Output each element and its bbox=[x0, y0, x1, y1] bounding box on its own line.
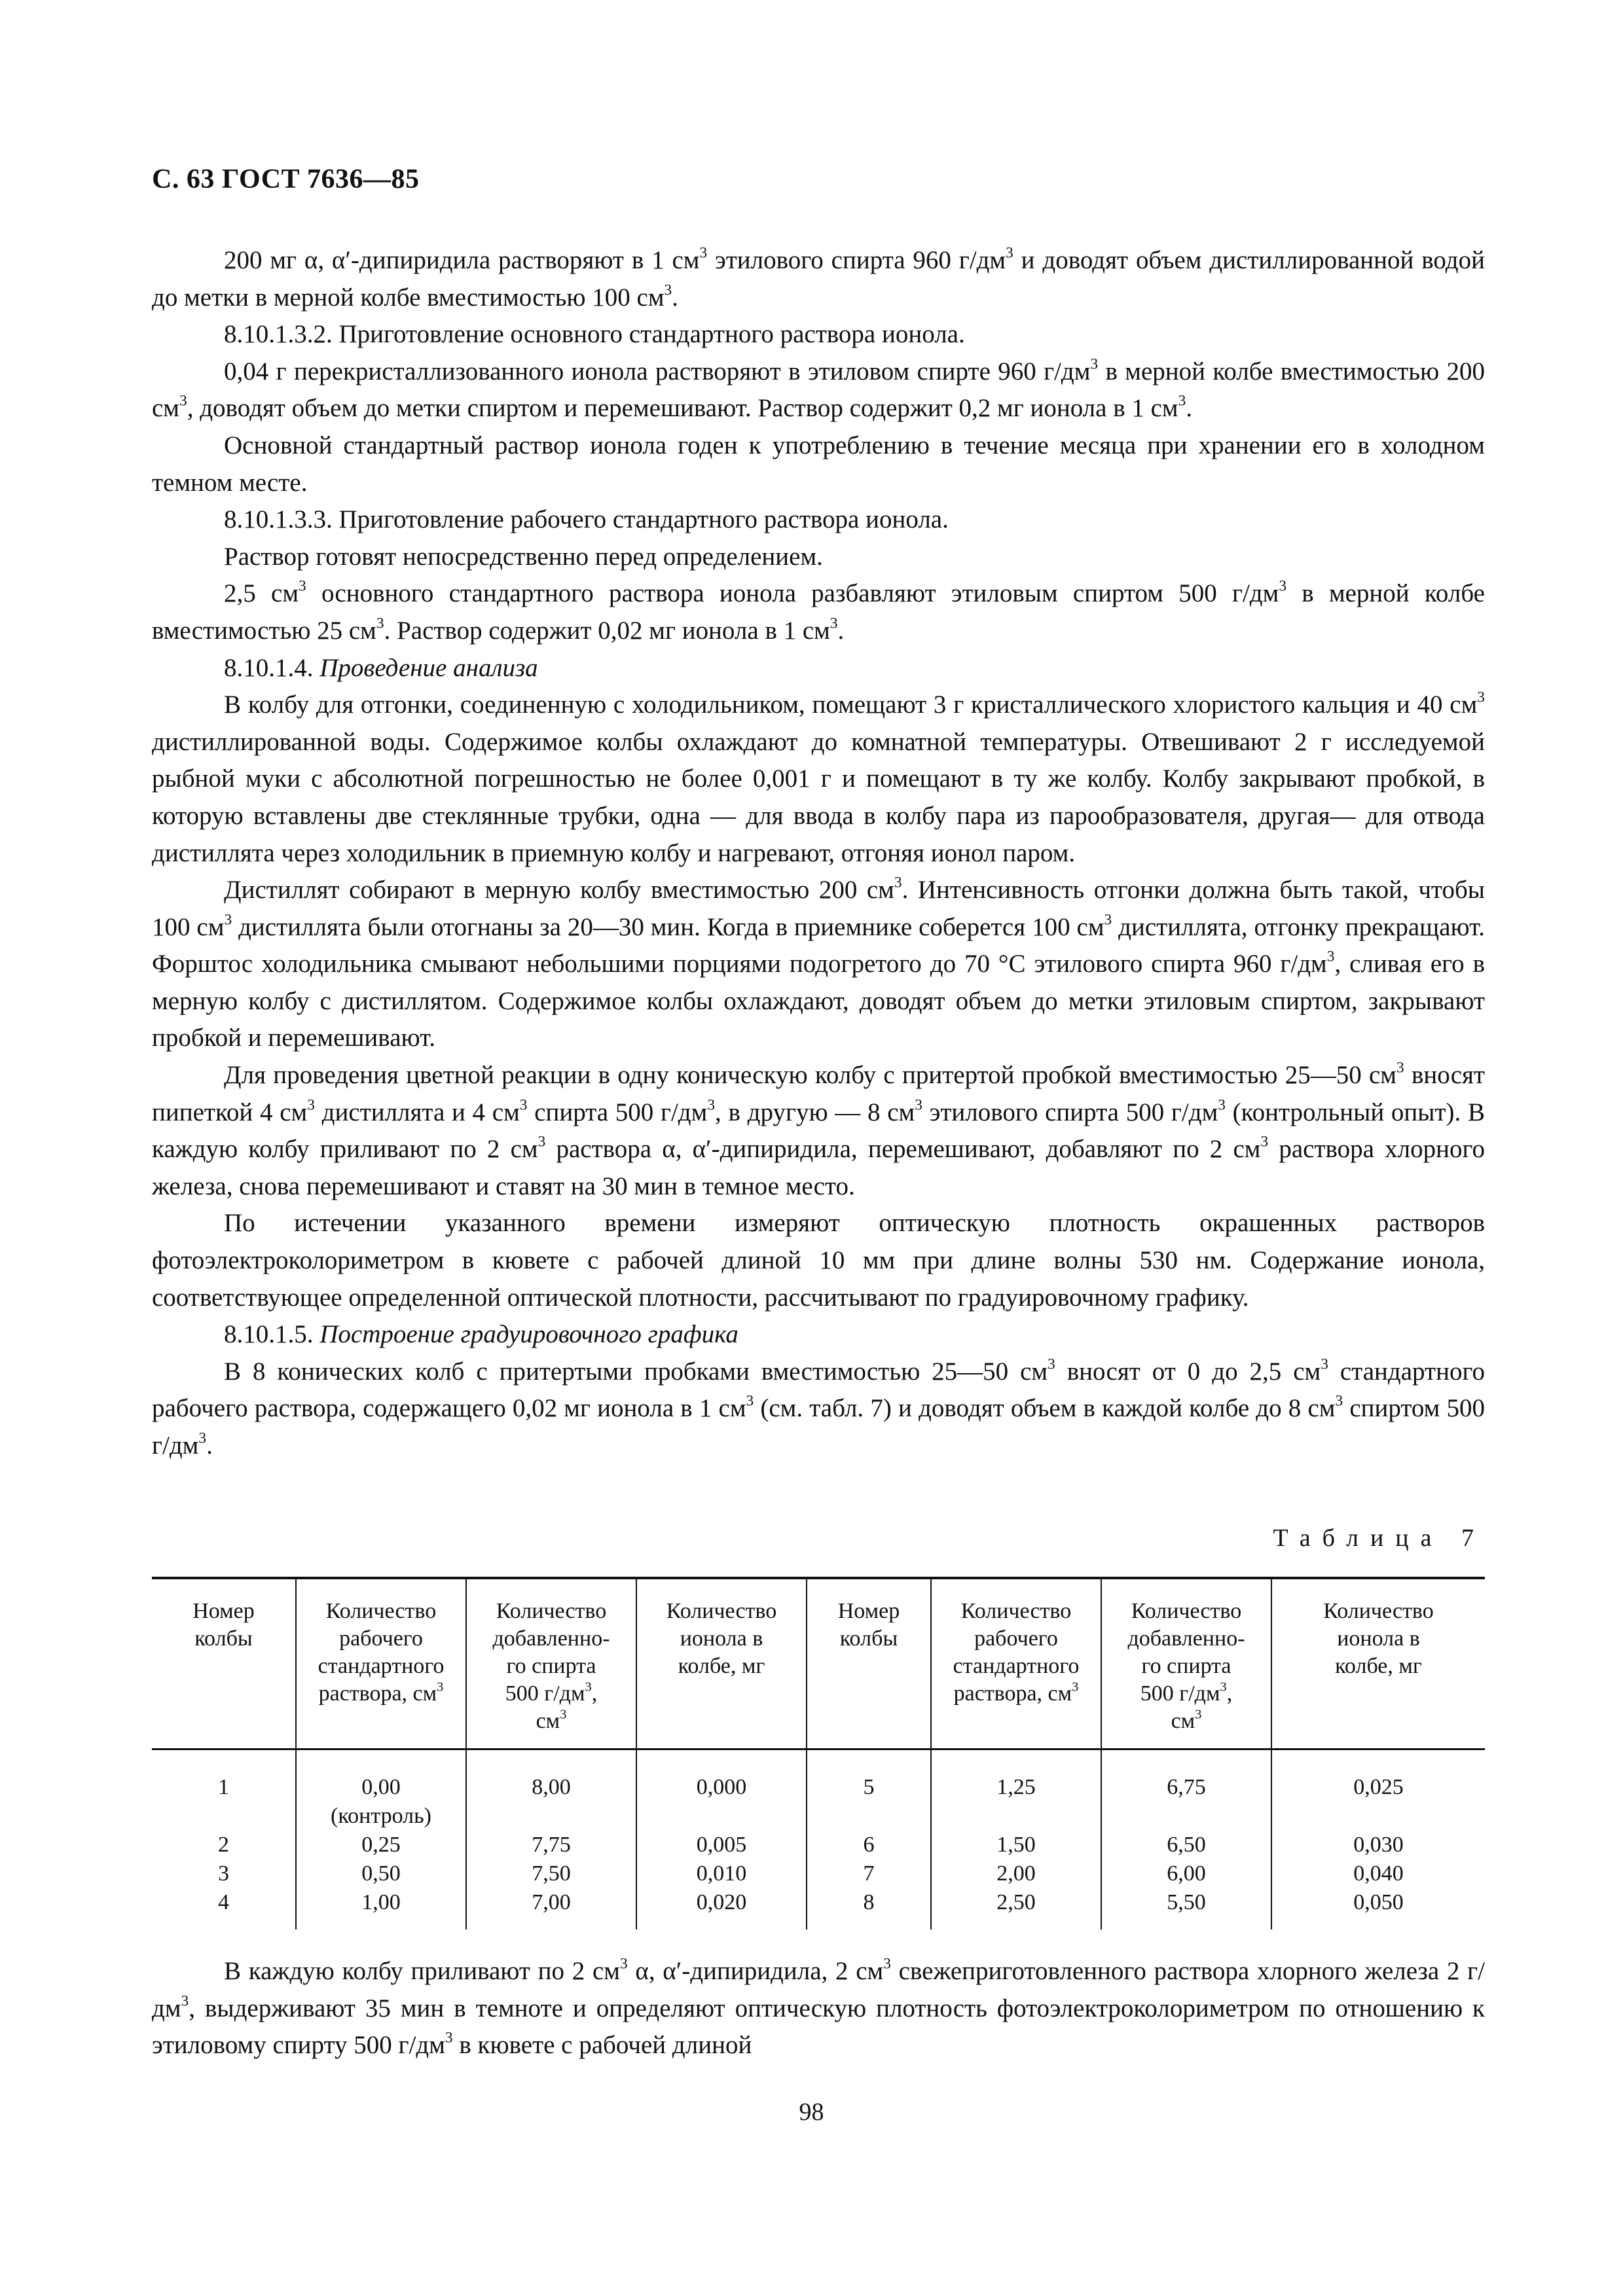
page-number: 98 bbox=[799, 2098, 824, 2126]
table-cell: 7,50 bbox=[466, 1860, 636, 1889]
table-cell bbox=[1101, 1803, 1271, 1831]
table-cell bbox=[1271, 1803, 1485, 1831]
table-header-cell: Номер колбы bbox=[807, 1578, 931, 1749]
table-cell: 1,00 bbox=[296, 1889, 466, 1929]
paragraph: Основной стандартный раствор ионола годен к употреблению в течение месяца при хранении его в холодном темном месте. bbox=[152, 431, 1485, 497]
table-cell: 0,050 bbox=[1271, 1889, 1485, 1929]
table-cell: 2 bbox=[218, 1833, 229, 1857]
table-cell: 2,50 bbox=[931, 1889, 1101, 1929]
table-cell: 0,010 bbox=[636, 1860, 807, 1889]
table-cell: 0,040 bbox=[1271, 1860, 1485, 1889]
table-header-cell: Количество добавленно- го спирта 500 $г/дм^3$, $см^3$ bbox=[1101, 1578, 1271, 1749]
page-header: С. 63 ГОСТ 7636—85 bbox=[152, 164, 420, 194]
paragraph: 8.10.1.5. Построение градуировочного графика bbox=[224, 1320, 739, 1349]
table-cell: 3 bbox=[218, 1861, 229, 1886]
paragraph: 8.10.1.3.2. Приготовление основного стандартного раствора ионола. bbox=[224, 320, 965, 349]
table-cell: 6,50 bbox=[1101, 1831, 1271, 1860]
table-header-cell: Количество рабочего стандартного раствора, $см^3$ bbox=[931, 1578, 1101, 1749]
table-cell: 5 bbox=[807, 1749, 931, 1803]
table-cell: 0,025 bbox=[1271, 1749, 1485, 1803]
table-row bbox=[152, 1749, 1485, 1803]
table-cell: 7,75 bbox=[466, 1831, 636, 1860]
table-cell: 5,50 bbox=[1101, 1889, 1271, 1929]
table-cell: 8 bbox=[807, 1889, 931, 1929]
table-row bbox=[152, 1831, 1485, 1860]
paragraph: Дистиллят собирают в мерную колбу вместимостью 200 $см^3$. Интенсивность отгонки должна быть такой, чтобы 100 $см^3$ дистиллята были отогнаны за 20—30 мин. Когда в приемнике соберется 100 $см^3$ дистиллята, отгонку прекращают. Форштос холодильника смывают небольшими порциями подогретого до 70 °С этилового спирта 960 $г/дм^3$, сливая его в мерную колбу с дистиллятом. Содержимое колбы охлаждают, доводят объем до метки этиловым спиртом, закрывают пробкой и перемешивают. bbox=[152, 874, 1486, 1052]
paragraph: 0,04 г перекристаллизованного ионола растворяют в этиловом спирте 960 $г/дм^3$ в мерной колбе вместимостью 200 $см^3$, доводят объем до метки спиртом и перемешивают. Раствор содержит 0,2 мг ионола в 1 $см^3$. bbox=[152, 355, 1486, 423]
paragraph: По истечении указанного времени измеряют оптическую плотность окрашенных растворов фотоэлектроколориметром в кювете с рабочей длиной 10 мм при длине волны 530 нм. Содержание ионола, соответствующее определенной оптической плотности, рассчитывают по градуировочному графику. bbox=[152, 1209, 1485, 1312]
paragraph: В колбу для отгонки, соединенную с холодильником, помещают 3 г кристаллического хлористого кальция и 40 $см^3$ дистиллированной воды. Содержимое колбы охлаждают до комнатной температуры. Отвешивают 2 г исследуемой рыбной муки с абсолютной погрешностью не более 0,001 г и помещают в ту же колбу. Колбу закрывают пробкой, в которую вставлены две стеклянные трубки, одна — для ввода в колбу пара из парообразователя, другая— для отвода дистиллята через холодильник в приемную колбу и нагревают, отгоняя ионол паром. bbox=[152, 689, 1485, 867]
table-header-cell: Количество ионола в колбе, мг bbox=[1271, 1578, 1485, 1749]
paragraph: В 8 конических колб с притертыми пробками вместимостью 25—50 $см^3$ вносят от 0 до 2,5 $см^3$ стандартного рабочего раствора, содержащего 0,02 мг ионола в 1 $см^3$ (см. табл. 7) и доводят объем в каждой колбе до 8 $см^3$ спиртом 500 $г/дм^3$. bbox=[152, 1355, 1485, 1460]
paragraph: Для проведения цветной реакции в одну коническую колбу с притертой пробкой вместимостью 25—50 $см^3$ вносят пипеткой 4 $см^3$ дистиллята и 4 $см^3$ спирта 500 $г/дм^3$, в другую — 8 $см^3$ этилового спирта 500 $г/дм^3$ (контрольный опыт). В каждую колбу приливают по 2 $см^3$ раствора α, α′-дипиридила, перемешивают, добавляют по 2 $см^3$ раствора хлорного железа, снова перемешивают и ставят на 30 мин в темное место. bbox=[152, 1059, 1485, 1200]
table-cell: 1 bbox=[218, 1775, 229, 1799]
table-cell: 0,00 bbox=[296, 1749, 466, 1803]
table-cell: 0,50 bbox=[296, 1860, 466, 1889]
table-body bbox=[152, 1749, 1485, 1930]
table-row bbox=[152, 1860, 1485, 1889]
paragraph: 2,5 $см^3$ основного стандартного раствора ионола разбавляют этиловым спиртом 500 $г/дм^3$ в мерной колбе вместимостью 25 $см^3$. Раствор содержит 0,02 мг ионола в 1 $см^3$. bbox=[152, 577, 1485, 645]
paragraph: Раствор готовят непосредственно перед определением. bbox=[224, 542, 823, 571]
table-cell: 8,00 bbox=[466, 1749, 636, 1803]
table-cell: 2,00 bbox=[931, 1860, 1101, 1889]
paragraph: 8.10.1.4. Проведение анализа bbox=[224, 653, 538, 682]
table-cell: 0,000 bbox=[636, 1749, 807, 1803]
table-caption: Таблица 7 bbox=[1273, 1524, 1486, 1552]
table-header-row bbox=[152, 1578, 1485, 1749]
body-text bbox=[152, 242, 1485, 1465]
table-cell: 6,00 bbox=[1101, 1860, 1271, 1889]
table-cell: 0,25 bbox=[296, 1831, 466, 1860]
table-cell: 0,020 bbox=[636, 1889, 807, 1929]
table-header-cell: Количество рабочего стандартного раствора, $см^3$ bbox=[296, 1578, 466, 1749]
table-7 bbox=[152, 1577, 1485, 1929]
table-cell: 6,75 bbox=[1101, 1749, 1271, 1803]
table-row bbox=[152, 1889, 1485, 1929]
table-cell bbox=[636, 1803, 807, 1831]
table-cell: (контроль) bbox=[296, 1803, 466, 1831]
after-table-text bbox=[152, 1953, 1485, 2064]
table-cell bbox=[931, 1803, 1101, 1831]
paragraph: В каждую колбу приливают по 2 $см^3$ α, α′-дипиридила, 2 $см^3$ свежеприготовленного раствора хлорного железа 2 $г/дм^3$, выдерживают 35 мин в темноте и определяют оптическую плотность фотоэлектроколориметром по отношению к этиловому спирту 500 $г/дм^3$ в кювете с рабочей длиной bbox=[152, 1955, 1485, 2060]
table-row bbox=[152, 1803, 1485, 1831]
table-cell: 1,50 bbox=[931, 1831, 1101, 1860]
table-header-cell: Количество ионола в колбе, мг bbox=[636, 1578, 807, 1749]
table-cell: 0,005 bbox=[636, 1831, 807, 1860]
table-cell bbox=[152, 1803, 296, 1831]
table-cell: 4 bbox=[218, 1890, 229, 1914]
table-cell bbox=[466, 1803, 636, 1831]
paragraph: 200 мг α, α′-дипиридила растворяют в 1 $см^3$ этилового спирта 960 $г/дм^3$ и доводят объем дистиллированной водой до метки в мерной колбе вместимостью 100 $см^3$. bbox=[152, 244, 1485, 312]
table-cell: 7 bbox=[807, 1860, 931, 1889]
table-header-cell: Номер колбы bbox=[152, 1578, 296, 1749]
table-cell: 1,25 bbox=[931, 1749, 1101, 1803]
table-cell: 7,00 bbox=[466, 1889, 636, 1929]
table-header-cell: Количество добавленно- го спирта 500 $г/дм^3$, $см^3$ bbox=[466, 1578, 636, 1749]
paragraph: 8.10.1.3.3. Приготовление рабочего стандартного раствора ионола. bbox=[224, 505, 949, 534]
table-cell: 6 bbox=[807, 1831, 931, 1860]
table-cell: 0,030 bbox=[1271, 1831, 1485, 1860]
table-cell bbox=[807, 1803, 931, 1831]
